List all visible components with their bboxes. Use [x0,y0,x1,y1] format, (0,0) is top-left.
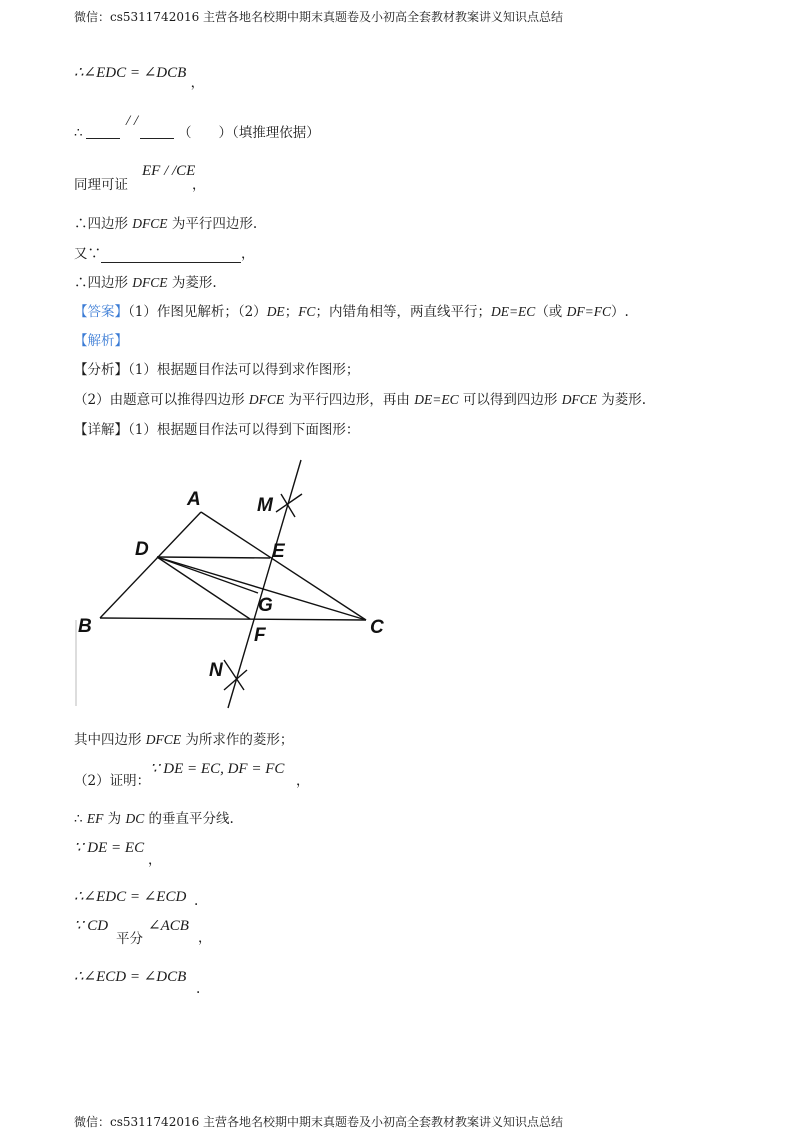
label-a: A [187,489,201,510]
label-d: D [135,539,149,560]
result-line: 其中四边形 DFCE 为所求作的菱形； [74,732,294,748]
parallel-symbol: / / [126,113,139,129]
arc-mark-m2 [281,494,295,517]
analysis-tag: 【解析】 [74,333,128,349]
ef-parallel-ce: EF / /CE [142,163,196,179]
label-b: B [78,616,92,637]
label-n: N [209,660,223,681]
page-header: 微信：cs5311742016 主营各地名校期中期末真题卷及小初高全套教材教案讲义知识点总结 [74,10,564,24]
proof2-line2: ∴ EF 为 DC 的垂直平分线. [74,811,234,827]
therefore-symbol: ∴ [74,125,83,141]
segment-ac [201,512,366,620]
segment-df [157,557,250,619]
proof1-line6: ∴四边形 DFCE 为菱形. [74,275,217,291]
label-c: C [370,617,384,638]
xiangjie-tag: 【详解】 [74,422,128,438]
condition-blank[interactable] [101,246,241,263]
angle-equation: ∴∠EDC = ∠DCB [74,65,187,81]
label-m: M [257,495,273,516]
label-f: F [254,625,266,646]
fenxi-tag: 【分析】 [74,362,128,378]
proof1-line1: ∴∠EDC = ∠DCB ， [74,65,205,91]
label-g: G [258,595,273,616]
answer-line: 【答案】（1）作图见解析；（2）DE；FC；内错角相等，两直线平行；DE=EC（或 DF=FC）. [74,304,629,320]
geometry-figure [70,450,410,715]
answer-tag: 【答案】 [74,304,128,320]
xiangjie-line: 【详解】（1）根据题目作法可以得到下面图形： [74,422,360,438]
reason-blank: （ ）（填推理依据） [178,125,320,141]
page-footer: 微信：cs5311742016 主营各地名校期中期末真题卷及小初高全套教材教案讲义知识点总结 [74,1115,564,1129]
segment-bc [100,618,366,620]
equal-sides-equation: ∵ DE = EC, DF = FC [150,761,285,777]
fenxi-line2: （2）由题意可以推得四边形 DFCE 为平行四边形，再由 DE=EC 可以得到四边形 DFCE 为菱形. [74,392,647,408]
segment-de [157,557,270,558]
blank-2[interactable] [140,120,174,139]
arc-mark-n2 [224,670,247,690]
blank-1[interactable] [86,120,120,139]
similar-proof-text: 同理可证 [74,177,128,193]
arc-mark-m1 [276,494,302,512]
segment-dg [157,557,258,593]
proof1-line4: ∴四边形 DFCE 为平行四边形. [74,216,258,232]
fenxi-line: 【分析】（1）根据题目作法可以得到求作图形； [74,362,360,378]
proof1-line5: 又∵ ， [74,246,255,262]
label-e: E [272,541,285,562]
